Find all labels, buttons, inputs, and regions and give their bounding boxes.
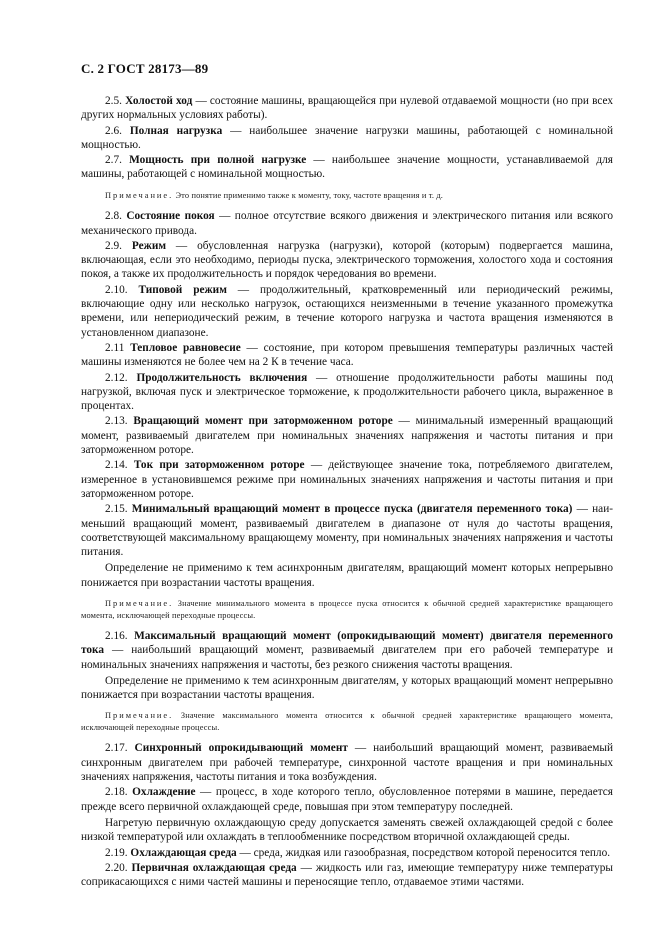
clause-number: 2.19.: [105, 846, 128, 859]
definition-text: — наибольший вращающий момент, развиваемый двигателем при его рабочей температуре и номинальных значениях напряжения и частоты, без резкого снижения частоты вращения.: [81, 644, 613, 671]
definition-text: — среда, жидкая или газообразная, посредством которой переносится тепло.: [236, 846, 611, 859]
defined-term: Мощность при полной нагрузке: [129, 154, 307, 167]
note-paragraph: [81, 710, 613, 733]
definition-text: — жидкость или газ, имеющие температуру ниже температуры соприкасающихся с ними частей машины и переносящие тепло, отдаваемое этими частями.: [81, 861, 614, 889]
definition-text: — состояние машины, вращающейся при нулевой отдаваемой мощности (но при всех других нормальных условиях работы).: [81, 95, 614, 122]
definition-text: — наибольший вращающий момент, развиваемый синхронным двигателем при рабочей температуре, синхронной частоте вращения и при номинальных значениях напряжения, частоты питания и тока возбуждения.: [81, 742, 613, 784]
note-text: Значение минимального момента в процессе пуска относится к обычной средней характеристике вращающего момента, исключающей переходные процессы.: [81, 599, 613, 620]
defined-term: Продолжительность включения: [136, 371, 308, 384]
definition-text: — обусловленная нагрузка (нагрузки), которой (которым) подвергается машина, включающая, если это необходимо, периоды пуска, электрического торможения, холостого хода и состояния покоя, а также их продолжительность и порядок чередования во времени.: [81, 239, 613, 281]
defined-term: Полная нагрузка: [129, 124, 223, 137]
definition-text: — наименьший вращающий момент, развиваемый двигателем в диапазоне от нуля до частоты вращения, соответствующей максимальному вращающему моменту, при номинальных значениях напряжения и частоты питания.: [81, 503, 614, 559]
definition-paragraph: [81, 861, 613, 890]
clause-number: 2.16.: [105, 630, 128, 642]
note-text: Это понятие применимо также к моменту, току, частоте вращения и т. д.: [173, 190, 444, 200]
defined-term: Режим: [131, 239, 167, 252]
note-label: Примечание.: [105, 599, 174, 608]
clause-number: 2.10.: [105, 283, 128, 296]
document-body: [81, 94, 613, 890]
clause-number: 2.11: [105, 341, 125, 354]
definition-text: — продолжительный, кратковременный или периодический режимы, включающие одну или несколько нагрузок, остающихся неизменными в течение указанного промежутка времени, или непериодический режим, в течение которого нагрузка и частота вращения изменяются в установленном диапазоне.: [81, 283, 613, 339]
body-paragraph: Определение не применимо к тем асинхронным двигателям, вращающий момент которых непрерывно понижается при возрастании частоты вращения.: [81, 562, 613, 589]
definition-text: — полное отсутствие всякого движения и электрического питания или всякого механического привода.: [81, 210, 613, 237]
note-text: Значение максимального момента относится к обычной средней характеристике вращающего момента, исключающей переходные процессы.: [81, 711, 613, 732]
definition-paragraph: [81, 341, 613, 370]
definition-text: — процесс, в ходе которого тепло, обусловленное потерями в машине, передается прежде всего первичной охлаждающей среде, повышая при этом температуру последней.: [81, 786, 614, 813]
definition-paragraph: [81, 153, 613, 182]
note-label: Примечание.: [105, 711, 174, 721]
definition-paragraph: [81, 94, 613, 123]
definition-paragraph: [81, 209, 613, 238]
body-paragraph: Определение не применимо к тем асинхронным двигателям, у которых вращающий момент непрерывно понижается при возрастании частоты вращения.: [81, 674, 613, 702]
definition-text: — наибольшее значение нагрузки машины, работающей с номинальной мощностью.: [81, 124, 613, 151]
definition-text: — наибольшее значение мощности, устанавливаемой для машины, работающей с номинальной мощностью.: [81, 154, 613, 181]
definition-paragraph: [81, 371, 613, 414]
clause-number: 2.8.: [105, 210, 122, 223]
defined-term: Холостой ход: [125, 95, 193, 107]
defined-term: Ток при заторможенном роторе: [133, 459, 305, 472]
defined-term: Первичная охлаждающая среда: [131, 861, 297, 874]
definition-paragraph: [81, 502, 613, 559]
definition-paragraph: [81, 283, 613, 340]
body-paragraph: Нагретую первичную охлаждающую среду допускается заменять свежей охлаждающей средой с более низкой температурой или охлаждать в теплообменнике посредством вторичной охлаждающей среды.: [81, 816, 613, 844]
clause-number: 2.6.: [105, 124, 122, 137]
definition-paragraph: [81, 414, 613, 457]
clause-number: 2.13.: [105, 415, 128, 428]
definition-paragraph: [81, 846, 613, 860]
defined-term: Охлаждение: [132, 786, 196, 799]
defined-term: Минимальный вращающий момент в процессе пуска (двигателя переменного тока): [131, 503, 573, 516]
note-label: Примечание.: [105, 190, 174, 200]
definition-paragraph: [81, 629, 613, 672]
defined-term: Тепловое равновесие: [130, 341, 241, 354]
clause-number: 2.12.: [105, 371, 128, 384]
definition-paragraph: [81, 785, 613, 814]
definition-text: — состояние, при котором превышения температуры различных частей машины изменяются не более чем на 2 К в течение часа.: [81, 341, 614, 369]
clause-number: 2.14.: [105, 459, 128, 472]
defined-term: Состояние покоя: [126, 210, 215, 223]
clause-number: 2.5.: [105, 95, 122, 107]
note-paragraph: [81, 598, 613, 621]
definition-paragraph: [81, 124, 613, 153]
defined-term: Вращающий момент при заторможенном роторе: [133, 415, 393, 428]
definition-text: — отношение продолжительности работы машины под нагрузкой, включая пуск и электрическое торможение, к продолжительности рабочего цикла, выраженное в процентах.: [81, 371, 613, 413]
clause-number: 2.7.: [105, 154, 122, 167]
definition-text: — действующее значение тока, потребляемого двигателем, измеренное в установившемся режиме при номинальных значениях напряжения и частоты питания и при заторможенном роторе.: [81, 459, 614, 500]
clause-number: 2.9.: [105, 239, 122, 252]
page-header: С. 2 ГОСТ 28173—89: [81, 61, 209, 76]
defined-term: Синхронный опрокидывающий момент: [134, 742, 348, 755]
clause-number: 2.17.: [105, 742, 128, 755]
definition-paragraph: [81, 458, 613, 501]
note-paragraph: [81, 190, 613, 202]
defined-term: Охлаждающая среда: [130, 846, 237, 859]
defined-term: Максимальный вращающий момент (опрокидывающий момент) двигателя переменного тока: [81, 630, 613, 657]
definition-paragraph: [81, 741, 613, 784]
clause-number: 2.18.: [105, 786, 128, 799]
defined-term: Типовой режим: [138, 283, 227, 296]
clause-number: 2.15.: [105, 503, 128, 516]
definition-paragraph: [81, 239, 613, 282]
definition-text: — минимальный измеренный вращающий момент, развиваемый двигателем при номинальных значениях напряжения и частоты питания и при заторможенном роторе.: [81, 415, 613, 457]
clause-number: 2.20.: [105, 861, 128, 874]
